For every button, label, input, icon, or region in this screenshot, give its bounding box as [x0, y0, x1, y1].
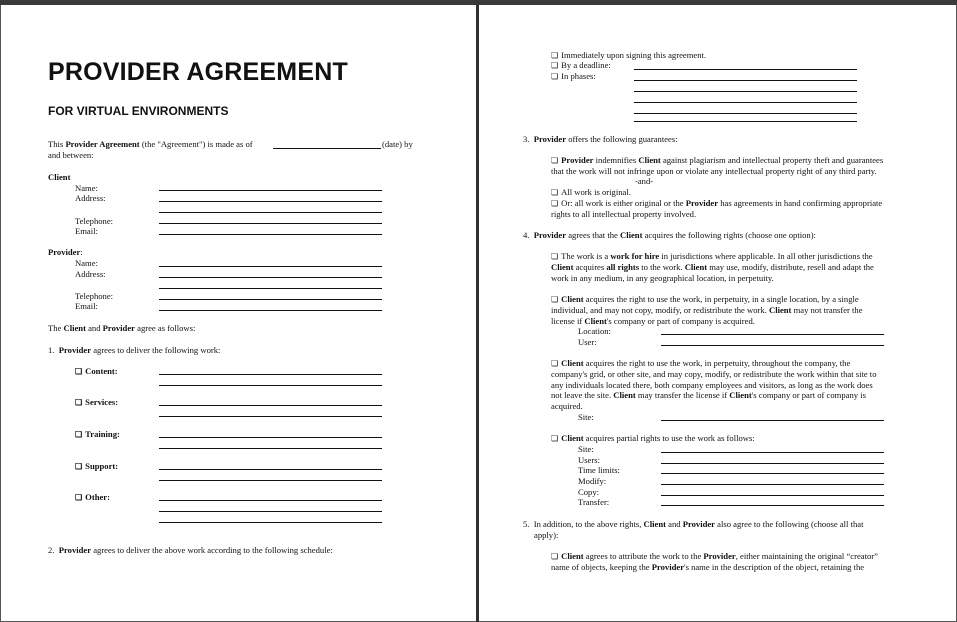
other-checkbox[interactable]: ❏ Other: [75, 492, 110, 503]
rights-single-location-checkbox[interactable]: ❏ Client acquires the right to use the work, in perpetuity, in a single location, by a single [551, 294, 859, 305]
partial-transfer-label: Transfer: [578, 497, 610, 507]
rights-work-for-hire-line2: Client acquires all rights to the work. Client may use, modify, distribute, resell and adapt the [551, 262, 874, 272]
rights-single-location-line3: license if Client's company or part of company is acquired. [551, 316, 755, 326]
partial-site-field[interactable] [661, 452, 884, 453]
page-divider [476, 5, 479, 622]
attribute-checkbox[interactable]: ❏ Client agrees to attribute the work to the Provider, either maintaining the original “creator” [551, 551, 878, 562]
content-checkbox[interactable]: ❏ Content: [75, 366, 118, 377]
client-name-field[interactable] [159, 190, 382, 191]
rights-company-checkbox[interactable]: ❏ Client acquires the right to use the work, in perpetuity, throughout the company, the [551, 358, 850, 369]
rights-company-line4: not leave the site. Client may transfer the license if Client's company or part of company is [551, 390, 866, 400]
guarantee-indemnify-checkbox[interactable]: ❏ Provider indemnifies Client against plagiarism and intellectual property theft and guarantees [551, 155, 883, 166]
provider-email-label: Email: [75, 301, 98, 311]
rights-company-line5: acquired. [551, 401, 583, 411]
support-checkbox[interactable]: ❏ Support: [75, 461, 118, 472]
training-field[interactable] [159, 437, 382, 438]
partial-users-label: Users: [578, 455, 600, 465]
rights-company-line2: company's grid, or other site, and may copy, modify, or redistribute the work within that site to [551, 369, 877, 379]
guarantee-indemnify-line2: that the work will not infringe upon or violate any intellectual property right of any third party. [551, 166, 877, 176]
rights-single-location-line2: individual, and may not copy, modify, or redistribute the work. Client may not transfer the [551, 305, 863, 315]
services-checkbox[interactable]: ❏ Services: [75, 397, 118, 408]
schedule-deadline-checkbox[interactable]: ❏ By a deadline: [551, 60, 611, 71]
services-field[interactable] [159, 405, 382, 406]
location-label: Location: [578, 326, 611, 336]
provider-telephone-field[interactable] [159, 299, 382, 300]
client-address-label: Address: [75, 193, 106, 203]
document-title: PROVIDER AGREEMENT [48, 58, 348, 86]
provider-address-field-2[interactable] [159, 288, 382, 289]
support-field-2[interactable] [159, 480, 382, 481]
other-field-3[interactable] [159, 522, 382, 523]
deadline-field[interactable] [634, 69, 857, 70]
phases-field-1[interactable] [634, 80, 857, 81]
provider-email-field[interactable] [159, 310, 382, 311]
training-checkbox[interactable]: ❏ Training: [75, 429, 120, 440]
provider-address-field[interactable] [159, 277, 382, 278]
guarantee-or-line2: rights to all intellectual property involved. [551, 209, 697, 219]
partial-copy-label: Copy: [578, 487, 600, 497]
partial-time-limits-field[interactable] [661, 473, 884, 474]
support-field[interactable] [159, 469, 382, 470]
site-field[interactable] [661, 420, 884, 421]
item-2: 2. Provider agrees to deliver the above work according to the following schedule: [48, 545, 333, 555]
partial-time-limits-label: Time limits: [578, 465, 620, 475]
site-label: Site: [578, 412, 594, 422]
location-field[interactable] [661, 334, 884, 335]
client-address-field[interactable] [159, 201, 382, 202]
training-field-2[interactable] [159, 448, 382, 449]
other-field[interactable] [159, 500, 382, 501]
provider-heading: Provider: [48, 247, 83, 257]
intro-text: This Provider Agreement (the "Agreement") is made as of [48, 139, 253, 149]
phases-field-5[interactable] [634, 121, 857, 122]
item-4: 4. Provider agrees that the Client acquires the following rights (choose one option): [523, 230, 816, 240]
schedule-phases-checkbox[interactable]: ❏ In phases: [551, 71, 596, 82]
partial-transfer-field[interactable] [661, 505, 884, 506]
content-field[interactable] [159, 374, 382, 375]
schedule-immediate-checkbox[interactable]: ❏ Immediately upon signing this agreement. [551, 50, 706, 61]
rights-company-line3: any individuals located there, both company employees and visitors, as long as the work does [551, 380, 873, 390]
item-1: 1. Provider agrees to deliver the following work: [48, 345, 221, 355]
client-email-field[interactable] [159, 234, 382, 235]
provider-address-label: Address: [75, 269, 106, 279]
date-line[interactable] [273, 148, 381, 149]
guarantee-or-checkbox[interactable]: ❏ Or: all work is either original or the Provider has agreements in hand confirming appropriate [551, 198, 882, 209]
partial-users-field[interactable] [661, 463, 884, 464]
user-field[interactable] [661, 345, 884, 346]
intro-text-line2: and between: [48, 150, 94, 160]
client-heading: Client [48, 172, 71, 182]
provider-name-label: Name: [75, 258, 98, 268]
rights-work-for-hire-checkbox[interactable]: ❏ The work is a work for hire in jurisdictions where applicable. In all other jurisdictions the [551, 251, 873, 262]
rights-work-for-hire-line3: work in any medium, in any geographical location, in perpetuity. [551, 273, 774, 283]
client-telephone-field[interactable] [159, 223, 382, 224]
phases-field-2[interactable] [634, 91, 857, 92]
agree-text: The Client and Provider agree as follows: [48, 323, 196, 333]
partial-modify-field[interactable] [661, 484, 884, 485]
item-3: 3. Provider offers the following guarantees: [523, 134, 678, 144]
client-telephone-label: Telephone: [75, 216, 114, 226]
phases-field-3[interactable] [634, 102, 857, 103]
item-5: 5. In addition, to the above rights, Client and Provider also agree to the following (choose all that [523, 519, 864, 529]
provider-name-field[interactable] [159, 266, 382, 267]
item-5-line2: apply): [534, 530, 559, 540]
services-field-2[interactable] [159, 416, 382, 417]
partial-site-label: Site: [578, 444, 594, 454]
client-email-label: Email: [75, 226, 98, 236]
other-field-2[interactable] [159, 511, 382, 512]
partial-copy-field[interactable] [661, 495, 884, 496]
client-address-field-2[interactable] [159, 212, 382, 213]
client-name-label: Name: [75, 183, 98, 193]
document-subtitle: FOR VIRTUAL ENVIRONMENTS [48, 104, 229, 118]
provider-telephone-label: Telephone: [75, 291, 114, 301]
user-label: User: [578, 337, 597, 347]
content-field-2[interactable] [159, 385, 382, 386]
intro-date-label: (date) by [382, 139, 413, 149]
partial-modify-label: Modify: [578, 476, 607, 486]
rights-partial-checkbox[interactable]: ❏ Client acquires partial rights to use the work as follows: [551, 433, 755, 444]
attribute-line2: name of objects, keeping the Provider's name in the description of the object, retaining the [551, 562, 865, 572]
and-text: -and- [635, 176, 654, 186]
guarantee-original-checkbox[interactable]: ❏ All work is original. [551, 187, 631, 198]
phases-field-4[interactable] [634, 113, 857, 114]
